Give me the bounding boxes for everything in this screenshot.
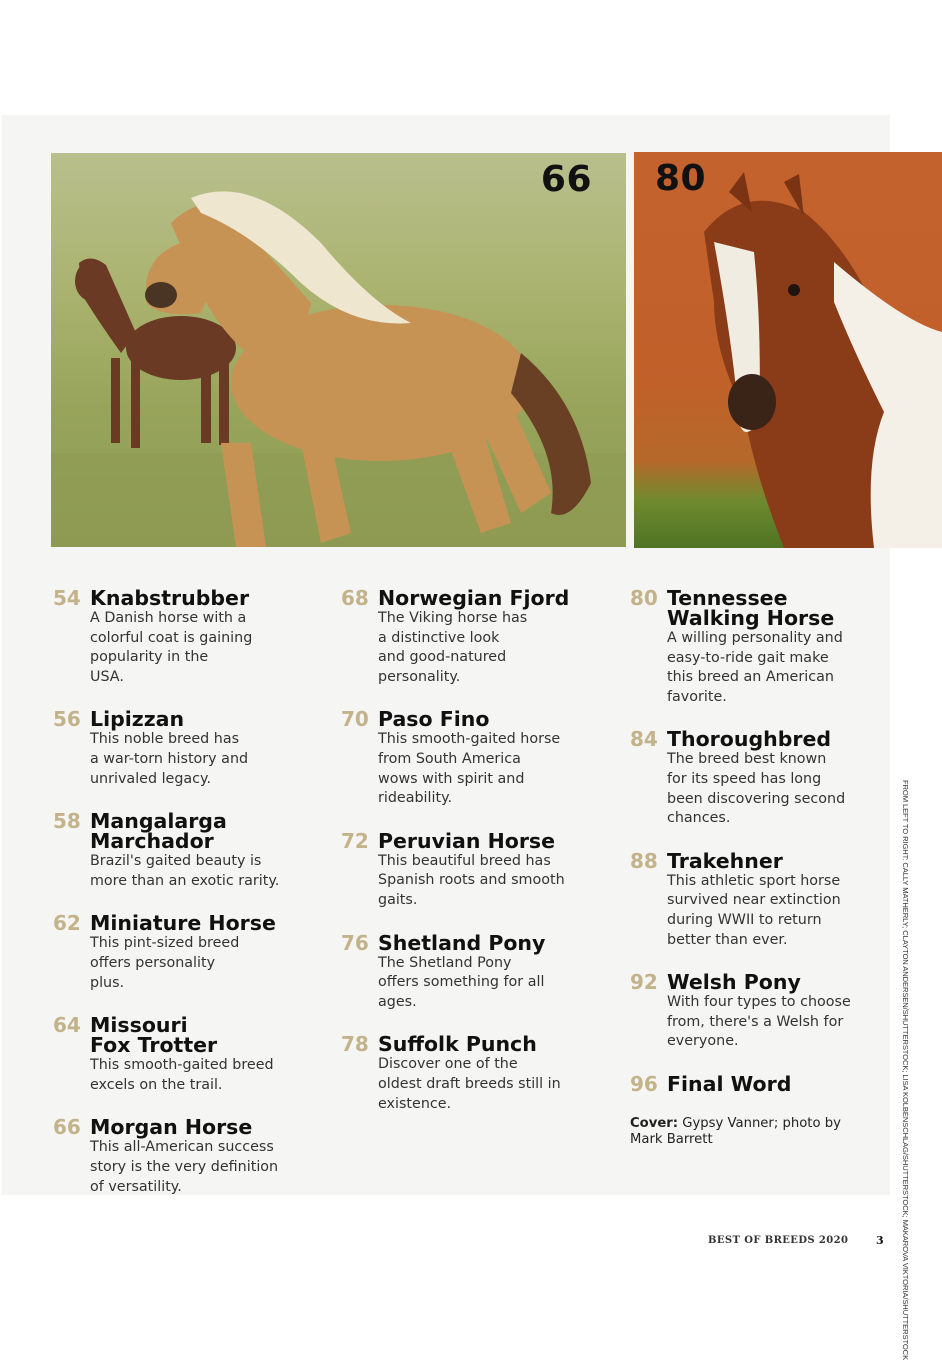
photo-page-number: 80 <box>655 158 707 199</box>
toc-entry[interactable] <box>341 828 591 911</box>
entry-page-number: 62 <box>53 911 81 936</box>
cover-label: Cover: <box>630 1116 679 1131</box>
cover-note <box>630 1116 860 1148</box>
toc-entry[interactable] <box>630 969 880 1052</box>
entry-title: Shetland Pony <box>378 930 546 955</box>
entry-page-number: 56 <box>53 707 81 732</box>
entry-page-number: 54 <box>53 586 81 610</box>
toc-entry[interactable] <box>341 930 591 1013</box>
entry-title: Lipizzan <box>90 707 185 732</box>
entry-page-number: 80 <box>630 586 658 610</box>
entry-title: Mangalarga Marchador <box>90 809 227 854</box>
toc-column-2 <box>341 585 591 1114</box>
entry-description: Discover one of the oldest draft breeds still in existence. <box>378 1056 561 1112</box>
entry-title: Norwegian Fjord <box>378 586 570 610</box>
photo-credit: FROM LEFT TO RIGHT: CALLY MATHERLY; CLAYTON ANDERSEN/SHUTTERSTOCK; LISA KOLBENSCHLAG/SHUTTERSTOCK; MAKAROVA VIKTORIA/SHUTTERSTOCK <box>901 780 910 1360</box>
photo-page-number: 66 <box>540 159 592 200</box>
entry-page-number: 96 <box>630 1071 658 1096</box>
entry-description: This noble breed has a war-torn history and unrivaled legacy. <box>90 731 249 787</box>
toc-entry[interactable] <box>53 1114 303 1197</box>
entry-description: A Danish horse with a colorful coat is gaining popularity in the USA. <box>90 610 253 685</box>
entry-page-number: 72 <box>341 828 369 853</box>
entry-title: Morgan Horse <box>90 1115 253 1140</box>
entry-title: Knabstrubber <box>90 586 250 610</box>
entry-description: The breed best known for its speed has long been discovering second chances. <box>667 751 846 827</box>
toc-entry[interactable] <box>53 808 303 891</box>
entry-title: Tennessee Walking Horse <box>667 586 835 630</box>
toc-entry[interactable] <box>630 848 880 950</box>
toc-entry[interactable] <box>341 706 591 808</box>
photo-palomino-horse <box>51 153 626 547</box>
entry-title: Thoroughbred <box>667 727 832 752</box>
entry-description: A willing personality and easy-to-ride gait make this breed an American favorite. <box>667 630 843 705</box>
entry-page-number: 84 <box>630 727 658 752</box>
entry-page-number: 78 <box>341 1032 369 1057</box>
toc-entry[interactable] <box>630 1071 880 1094</box>
toc-entry[interactable] <box>630 726 880 828</box>
entry-description: This smooth-gaited horse from South America wows with spirit and rideability. <box>378 731 561 807</box>
entry-page-number: 76 <box>341 930 369 955</box>
toc-entry[interactable] <box>53 1012 303 1095</box>
entry-page-number: 58 <box>53 809 81 834</box>
footer-page-number: 3 <box>876 1234 884 1247</box>
entry-description: The Viking horse has a distinctive look and good-natured personality. <box>378 610 528 685</box>
entry-title: Final Word <box>667 1071 792 1096</box>
entry-title: Welsh Pony <box>667 970 801 995</box>
entry-description: This smooth-gaited breed excels on the trail. <box>90 1057 274 1093</box>
entry-description: This athletic sport horse survived near extinction during WWII to return better than ever. <box>667 872 841 948</box>
cover-text: Gypsy Vanner; photo by Mark Barrett <box>630 1116 841 1147</box>
entry-page-number: 66 <box>53 1115 81 1140</box>
entry-description: This pint-sized breed offers personality plus. <box>90 935 240 991</box>
toc-column-3 <box>630 585 880 1094</box>
entry-title: Trakehner <box>667 848 783 873</box>
paint-horse-illustration <box>634 152 942 548</box>
footer-publication-title: BEST OF BREEDS 2020 <box>708 1235 849 1246</box>
toc-entry[interactable] <box>630 585 880 707</box>
entry-description: This all-American success story is the very definition of versatility. <box>90 1139 279 1195</box>
entry-description: The Shetland Pony offers something for all ages. <box>378 954 545 1010</box>
toc-entry[interactable] <box>53 585 303 687</box>
photo-paint-horse <box>634 152 942 548</box>
entry-title: Peruvian Horse <box>378 828 556 853</box>
entry-title: Suffolk Punch <box>378 1032 537 1057</box>
entry-page-number: 68 <box>341 586 369 610</box>
entry-page-number: 92 <box>630 970 658 995</box>
entry-description: Brazil's gaited beauty is more than an exotic rarity. <box>90 853 280 889</box>
toc-entry[interactable] <box>53 910 303 993</box>
entry-page-number: 64 <box>53 1013 81 1038</box>
palomino-horse-illustration <box>51 153 626 547</box>
entry-title: Missouri Fox Trotter <box>90 1013 218 1058</box>
entry-title: Miniature Horse <box>90 911 276 936</box>
toc-entry[interactable] <box>53 706 303 789</box>
toc-column-1 <box>53 585 303 1197</box>
entry-title: Paso Fino <box>378 707 490 732</box>
entry-page-number: 70 <box>341 707 369 732</box>
entry-page-number: 88 <box>630 848 658 873</box>
entry-description: With four types to choose from, there's a Welsh for everyone. <box>667 994 851 1050</box>
toc-entry[interactable] <box>341 1031 591 1114</box>
entry-description: This beautiful breed has Spanish roots and smooth gaits. <box>378 852 565 908</box>
toc-entry[interactable] <box>341 585 591 687</box>
